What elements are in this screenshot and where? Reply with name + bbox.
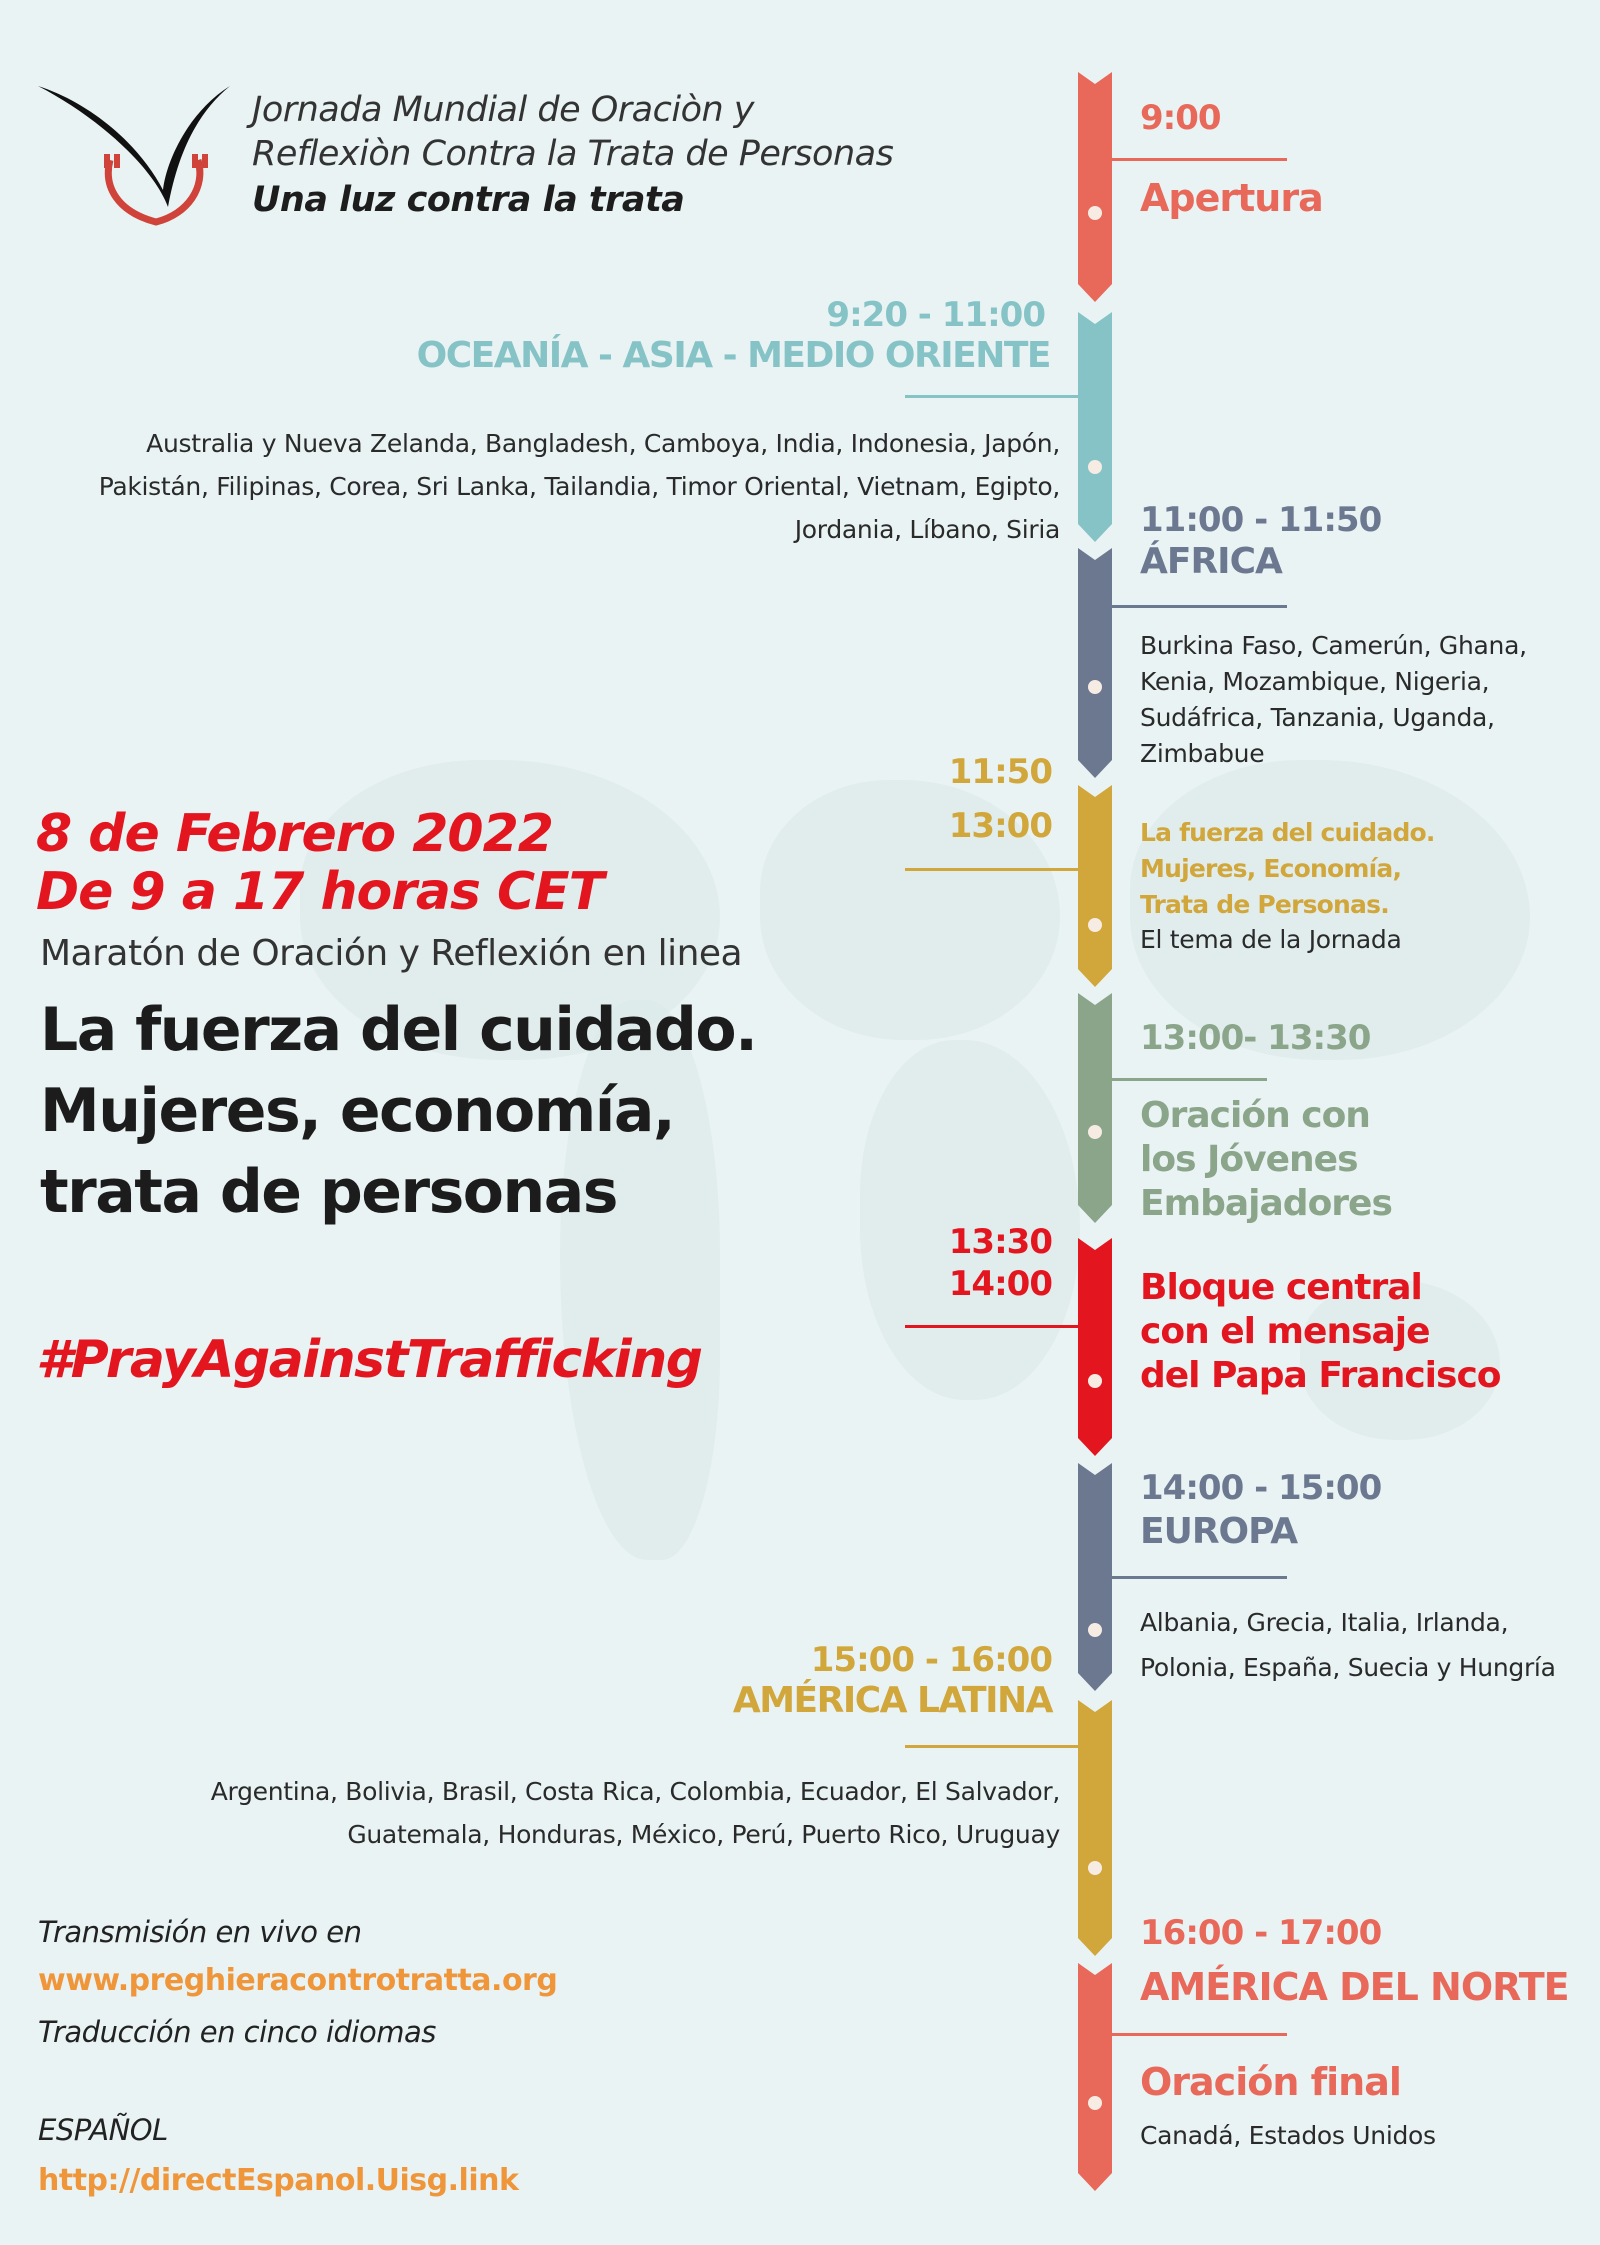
event-time: 9:00	[1140, 98, 1221, 138]
connector-line	[1112, 1576, 1287, 1579]
timeline-dot	[1088, 1125, 1102, 1139]
event-time-start: 13:30	[948, 1222, 1052, 1262]
event-title: OCEANÍA - ASIA - MEDIO ORIENTE	[416, 335, 1050, 376]
logo-check-chain-icon	[38, 82, 238, 232]
timeline-dot	[1088, 2096, 1102, 2110]
event-time-start: 11:50	[948, 752, 1052, 792]
event-time: 13:00- 13:30	[1140, 1018, 1371, 1058]
event-countries: Argentina, Bolivia, Brasil, Costa Rica, Colombia, Ecuador, El Salvador, Guatemala, Honduras, México, Perú, Puerto Rico, Uruguay	[210, 1777, 1060, 1849]
event-title: AMÉRICA LATINA	[732, 1680, 1052, 1721]
segment-apertura	[1078, 72, 1112, 302]
connector-line	[1112, 605, 1287, 608]
header-title-line2: Reflexiòn Contra la Trata de Personas	[252, 134, 894, 174]
spanish-stream-link[interactable]: http://directEspanol.Uisg.link	[38, 2163, 519, 2198]
event-time: 9:20 - 11:00	[826, 295, 1045, 335]
connector-line	[905, 1745, 1078, 1748]
header-tagline: Una luz contra la trata	[252, 180, 685, 220]
logo	[38, 82, 238, 232]
connector-line	[905, 395, 1078, 398]
timeline-dot	[1088, 1861, 1102, 1875]
live-label: Transmisión en vivo en	[38, 1915, 362, 1949]
event-date: 8 de Febrero 2022	[36, 804, 553, 864]
translation-label: Traducción en cinco idiomas	[38, 2015, 436, 2049]
event-title: ÁFRICA	[1140, 541, 1282, 582]
event-time-end: 13:00	[948, 806, 1052, 846]
event-subtitle: El tema de la Jornada	[1140, 925, 1402, 954]
timeline-dot	[1088, 460, 1102, 474]
event-countries: Burkina Faso, Camerún, Ghana, Kenia, Mozambique, Nigeria, Sudáfrica, Tanzania, Uganda, Zimbabue	[1140, 631, 1527, 768]
header-title-line1: Jornada Mundial de Oraciòn y	[252, 90, 755, 130]
connector-line	[1112, 158, 1287, 161]
event-title: Bloque central con el mensaje del Papa Francisco	[1140, 1267, 1501, 1396]
timeline-dot	[1088, 1623, 1102, 1637]
event-time: 16:00 - 17:00	[1140, 1913, 1382, 1953]
event-title: Apertura	[1140, 176, 1323, 220]
event-countries: Australia y Nueva Zelanda, Bangladesh, Camboya, India, Indonesia, Japón, Pakistán, Filipinas, Corea, Sri Lanka, Tailandia, Timor Oriental, Vietnam, Egipto, Jordania, Líbano, Siria	[98, 429, 1060, 544]
event-title: AMÉRICA DEL NORTE	[1140, 1965, 1569, 2009]
event-subtitle: Maratón de Oración y Reflexión en linea	[40, 933, 743, 974]
event-time: 11:00 - 11:50	[1140, 500, 1382, 540]
event-countries: Albania, Grecia, Italia, Irlanda, Polonia, España, Suecia y Hungría	[1140, 1608, 1556, 1682]
timeline-dot	[1088, 1374, 1102, 1388]
segment-bloque-central	[1078, 1238, 1112, 1456]
event-time: 14:00 - 15:00	[1140, 1468, 1382, 1508]
event-hours: De 9 a 17 horas CET	[36, 862, 604, 922]
event-subtitle: Oración final	[1140, 2060, 1401, 2104]
event-title: La fuerza del cuidado. Mujeres, Economía, Trata de Personas.	[1140, 818, 1435, 919]
timeline-dot	[1088, 918, 1102, 932]
segment-europa	[1078, 1463, 1112, 1691]
segment-america-latina	[1078, 1700, 1112, 1956]
connector-line	[1112, 2033, 1287, 2036]
event-title: Oración con los Jóvenes Embajadores	[1140, 1095, 1392, 1224]
segment-america-norte	[1078, 1963, 1112, 2191]
segment-oceania	[1078, 312, 1112, 542]
event-title: EUROPA	[1140, 1511, 1298, 1552]
live-stream-link[interactable]: www.preghieracontrotratta.org	[38, 1963, 558, 1998]
event-theme: La fuerza del cuidado. Mujeres, economía, trata de personas	[40, 995, 757, 1227]
event-time-end: 14:00	[948, 1264, 1052, 1304]
segment-jovenes	[1078, 993, 1112, 1223]
segment-tema	[1078, 785, 1112, 987]
connector-line	[1112, 1078, 1267, 1081]
timeline-dot	[1088, 680, 1102, 694]
event-countries: Canadá, Estados Unidos	[1140, 2121, 1436, 2150]
language-label: ESPAÑOL	[38, 2113, 168, 2147]
connector-line	[905, 868, 1078, 871]
connector-line	[905, 1325, 1078, 1328]
hashtag: #PrayAgainstTrafficking	[36, 1330, 702, 1390]
event-time: 15:00 - 16:00	[810, 1640, 1052, 1680]
segment-africa	[1078, 548, 1112, 778]
timeline-dot	[1088, 206, 1102, 220]
